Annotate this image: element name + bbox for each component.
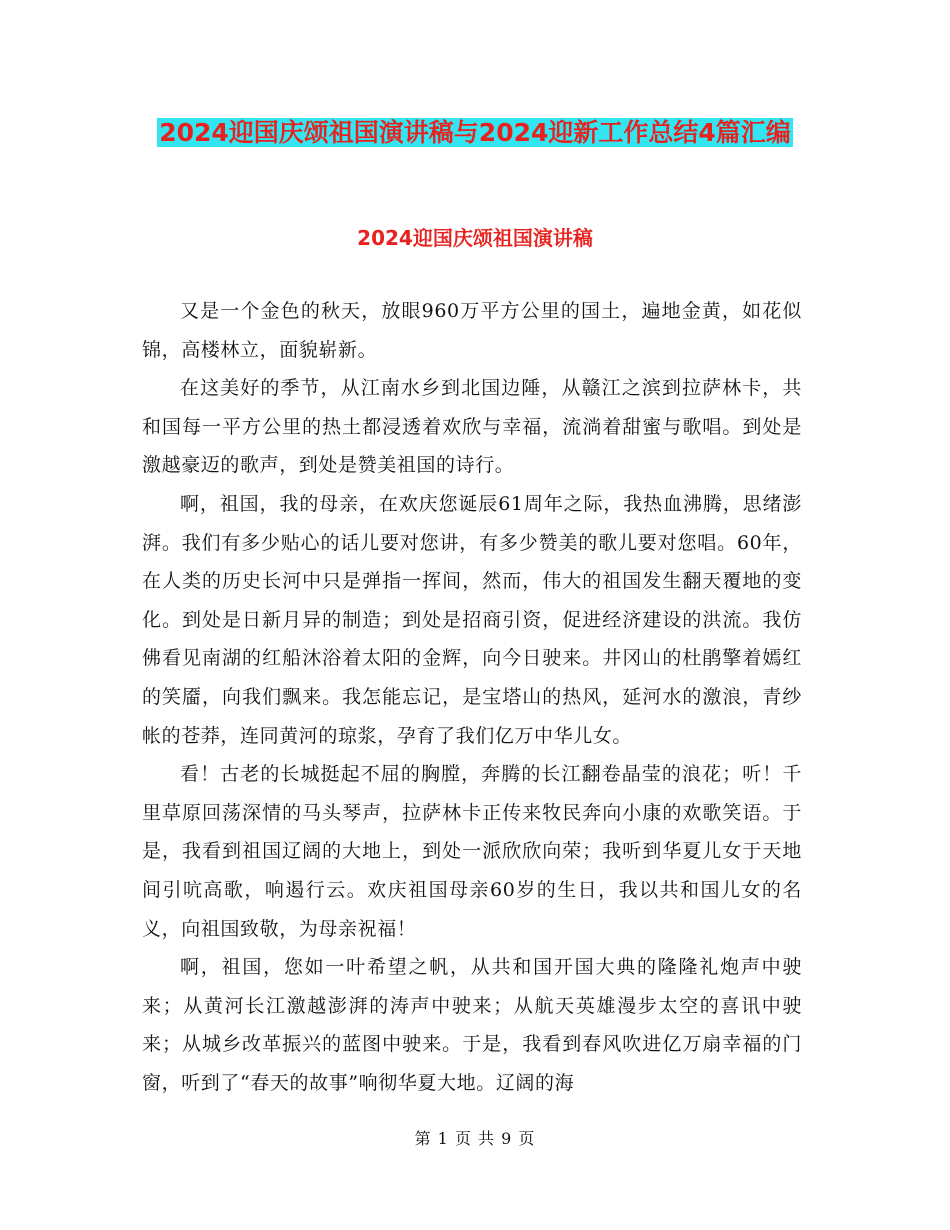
section-title: 2024迎国庆颂祖国演讲稿 (357, 226, 593, 250)
paragraph: 啊，祖国，您如一叶希望之帆，从共和国开国大典的隆隆礼炮声中驶来；从黄河长江激越澎湃的涛声中驶来；从航天英雄漫步太空的喜讯中驶来；从城乡改革振兴的蓝图中驶来。于是，我看到春风吹进亿万扇幸福的门窗，听到了“春天的故事”响彻华夏大地。辽阔的海 (142, 956, 802, 1094)
document-title (140, 112, 810, 153)
paragraph: 啊，祖国，我的母亲，在欢庆您诞辰61周年之际，我热血沸腾，思绪澎湃。我们有多少贴心的话儿要对您讲，有多少赞美的歌儿要对您唱。60年，在人类的历史长河中只是弹指一挥间，然而，伟大的祖国发生翻天覆地的变化。到处是日新月异的制造；到处是招商引资，促进经济建设的洪流。我仿佛看见南湖的红船沐浴着太阳的金辉，向今日驶来。井冈山的杜鹃擎着嫣红的笑靥，向我们飘来。我怎能忘记，是宝塔山的热风，延河水的激浪，青纱帐的苍莽，连同黄河的琼浆，孕育了我们亿万中华儿女。 (142, 492, 802, 747)
document-title-text: 2024迎国庆颂祖国演讲稿与2024迎新工作总结4篇汇编 (159, 118, 791, 147)
document-body (142, 292, 802, 1102)
paragraph: 看！古老的长城挺起不屈的胸膛，奔腾的长江翻卷晶莹的浪花；听！千里草原回荡深情的马头琴声，拉萨林卡正传来牧民奔向小康的欢歌笑语。于是，我看到祖国辽阔的大地上，到处一派欣欣向荣；我听到华夏儿女于天地间引吭高歌，响遏行云。欢庆祖国母亲60岁的生日，我以共和国儿女的名义，向祖国致敬，为母亲祝福！ (142, 763, 802, 940)
page-footer: 第 1 页 共 9 页 (414, 1129, 536, 1148)
paragraph: 又是一个金色的秋天，放眼960万平方公里的国土，遍地金黄，如花似锦，高楼林立，面貌崭新。 (142, 300, 802, 361)
paragraph: 在这美好的季节，从江南水乡到北国边陲，从赣江之滨到拉萨林卡，共和国每一平方公里的热土都浸透着欢欣与幸福，流淌着甜蜜与歌唱。到处是激越豪迈的歌声，到处是赞美祖国的诗行。 (142, 377, 802, 477)
